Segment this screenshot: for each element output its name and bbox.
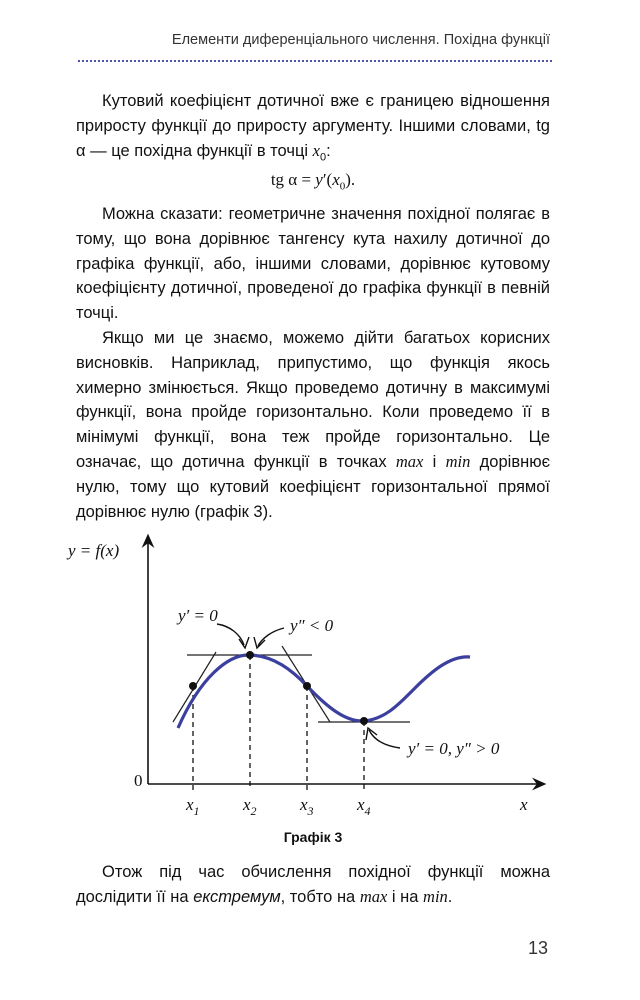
formula-paren-close: ). — [345, 170, 356, 189]
paragraph-1-var: x — [312, 140, 320, 160]
label-first-derivative-max: y′ = 0 — [178, 606, 218, 625]
point-x2-max — [246, 651, 254, 659]
function-graph — [60, 528, 560, 818]
paragraph-4-extremum: екстремум — [193, 887, 281, 906]
paragraph-4-text-b: , тобто на — [280, 887, 360, 906]
tick-x3 — [299, 795, 314, 818]
paragraph-1 — [76, 89, 550, 170]
paragraph-3 — [76, 326, 550, 524]
paragraph-4-end: . — [447, 887, 453, 906]
header-divider — [78, 60, 552, 62]
formula-arg-var: x — [332, 170, 340, 189]
tick-x2-var: x — [243, 795, 251, 814]
y-axis-label: y = f(x) — [68, 541, 120, 560]
paragraph-4-max: max — [359, 886, 388, 906]
tick-x2 — [242, 795, 257, 818]
point-x3 — [303, 682, 311, 690]
paragraph-1-end: : — [326, 141, 331, 160]
point-x4-min — [360, 717, 368, 725]
arrow-max-left — [217, 624, 244, 645]
x-axis-label: x — [520, 795, 528, 814]
tick-x1-sub: 1 — [193, 804, 200, 818]
formula-func: y — [315, 170, 323, 189]
tick-x3-var: x — [300, 795, 308, 814]
paragraph-3-and: і — [423, 452, 446, 471]
tick-x1 — [185, 795, 200, 818]
formula-arg-sub: 0 — [339, 180, 346, 193]
paragraph-3-min: min — [445, 451, 471, 471]
paragraph-1-sub: 0 — [320, 150, 327, 163]
tick-x4 — [356, 795, 371, 818]
paragraph-3-text-a: Якщо ми це знаємо, можемо дійти багатьох корисних висновків. Наприклад, припустимо, що функція якось химерно змінюється. Якщо проведемо дотичну в максимумі функції, вона пройде горизонтально. Коли проведемо її в мінімумі функції, вона теж пройде горизонтально. Це означає, що дотична функції в точках — [76, 329, 550, 471]
paragraph-3-text-b: дорівнює нулю, тому що кутовий коефіцієнт горизонтальної прямої дорівнює нулю (графік 3). — [76, 452, 550, 521]
paragraph-1-text: Кутовий коефіцієнт дотичної вже є границею відношення приросту функції до приросту аргументу. Іншими словами, tg α — це похідна функції в точці — [76, 92, 550, 160]
tick-x2-sub: 2 — [250, 804, 257, 818]
function-curve — [178, 655, 470, 728]
graph-caption: Графік 3 — [283, 829, 343, 845]
paragraph-4 — [76, 860, 550, 910]
paragraph-4-min: min — [423, 886, 448, 906]
tick-x1-var: x — [186, 795, 194, 814]
running-header: Елементи диференціального числення. Похідна функції — [171, 32, 550, 48]
paragraph-4-and: і на — [387, 887, 424, 906]
formula-lhs: tg α = — [270, 170, 316, 189]
formula-prime: ′ — [322, 170, 327, 189]
paragraph-3-max: max — [395, 451, 424, 471]
label-second-derivative-max: y″ < 0 — [290, 616, 334, 635]
page-number: 13 — [527, 938, 548, 958]
tick-x3-sub: 3 — [307, 804, 314, 818]
formula-tg-alpha — [76, 170, 550, 192]
paragraph-4-text-a: Отож під час обчислення похідної функції можна дослідити її на — [76, 863, 550, 906]
point-x1 — [189, 682, 197, 690]
tick-x4-sub: 4 — [364, 804, 371, 818]
tick-x4-var: x — [357, 795, 365, 814]
formula-paren-open: ( — [326, 170, 333, 189]
paragraph-2: Можна сказати: геометричне значення похідної полягає в тому, що вона дорівнює тангенсу кута нахилу дотичної до графіка функції, або, іншими словами, дорівнює кутовому коефіцієнту дотичної, проведеної до графіка функції в певній точці. — [76, 205, 550, 323]
origin-label: 0 — [134, 771, 143, 790]
label-min: y′ = 0, y″ > 0 — [408, 739, 500, 758]
